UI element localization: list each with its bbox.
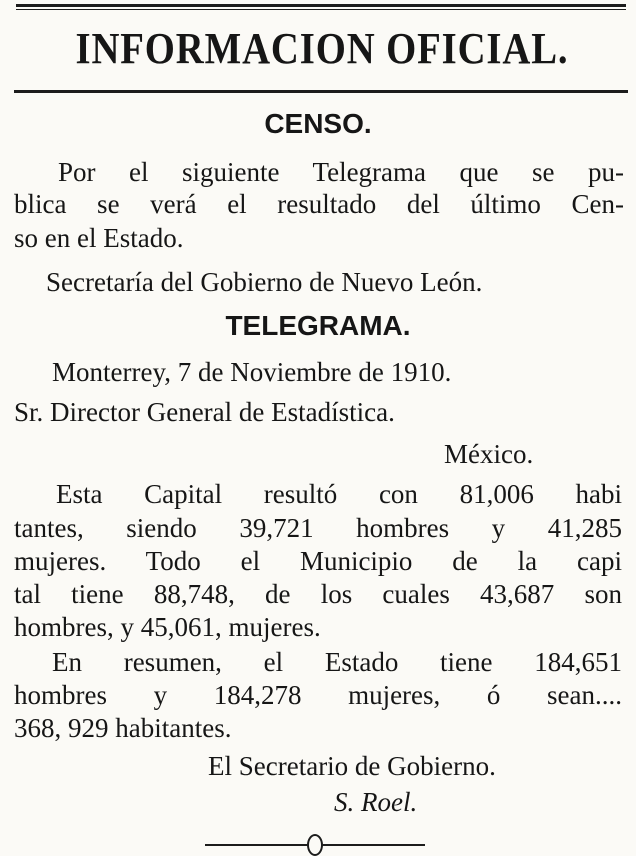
p1-line-1: Esta Capital resultó con 81,006 habi (56, 479, 622, 509)
ornament-knot (307, 834, 323, 856)
telegram-city: México. (444, 439, 534, 469)
p1-line-4: tal tiene 88,748, de los cuales 43,687 son (14, 579, 622, 609)
telegram-date: Monterrey, 7 de Noviembre de 1910. (52, 357, 452, 387)
intro-line-3: so en el Estado. (14, 223, 184, 253)
telegram-addressee: Sr. Director General de Estadística. (14, 397, 395, 427)
p1-line-2: tantes, siendo 39,721 hombres y 41,285 (14, 513, 622, 543)
signer-title: El Secretario de Gobierno. (208, 751, 496, 781)
top-rule-thick (16, 4, 626, 7)
censo-heading: CENSO. (264, 108, 372, 139)
intro-line-2: blica se verá el resultado del último Cen- (14, 189, 624, 219)
closing-ornament (205, 834, 425, 848)
header-divider (14, 90, 628, 93)
p2-line-3: 368, 929 habitantes. (14, 713, 232, 743)
intro-line-1: Por el siguiente Telegrama que se pu- (58, 157, 624, 187)
signer-name: S. Roel. (334, 787, 418, 817)
p2-line-1: En resumen, el Estado tiene 184,651 (52, 647, 622, 677)
p2-line-2: hombres y 184,278 mujeres, ó sean.... (14, 680, 622, 710)
p1-line-5: hombres, y 45,061, mujeres. (14, 612, 321, 642)
telegrama-heading: TELEGRAMA. (225, 310, 411, 341)
secretaria-signature: Secretaría del Gobierno de Nuevo León. (46, 267, 483, 297)
p1-line-3: mujeres. Todo el Municipio de la capi (14, 546, 622, 576)
page-title: INFORMACION OFICIAL. (75, 24, 569, 73)
